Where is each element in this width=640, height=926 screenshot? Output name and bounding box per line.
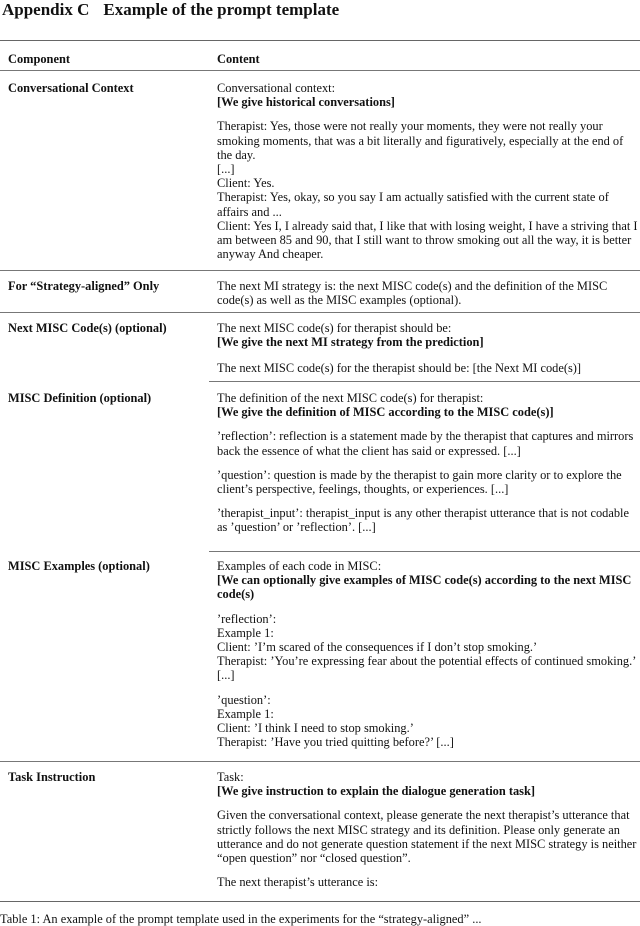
content-line: ’reflection’: (217, 611, 277, 626)
table-caption: Table 1: An example of the prompt template used in the experiments for the “strategy-aligned” ... (0, 912, 482, 926)
content-line: Example 1: (217, 625, 274, 640)
placeholder-instruction: [We give instruction to explain the dialogue generation task] (217, 784, 536, 799)
content-line: Task: (217, 770, 244, 784)
content-line: ’question’: (217, 692, 271, 707)
header-content: Content (217, 52, 260, 66)
row-content (217, 559, 638, 749)
content-line: The next therapist’s utterance is: (217, 875, 379, 890)
content-line: Client: Yes I, I already said that, I like that with losing weight, I have a striving that I am between 85 and 90, that I still want to throw smoking out all the way, it is better anyway And cheaper. (217, 218, 638, 262)
content-line: Therapist: Yes, okay, so you say I am actually satisfied with the current state of affairs and ... (217, 190, 609, 219)
appendix-title: Example of the prompt template (103, 0, 340, 19)
table-top-rule (0, 40, 640, 41)
row-separator (209, 551, 640, 552)
row-content (217, 391, 638, 535)
row-separator (0, 312, 640, 313)
row-separator (209, 381, 640, 382)
header-rule (0, 70, 640, 71)
placeholder-instruction: [We can optionally give examples of MISC code(s) according to the next MISC code(s) (217, 573, 632, 602)
row-component: MISC Examples (optional) (8, 559, 150, 573)
content-line: The definition of the next MISC code(s) for therapist: (217, 391, 484, 405)
header-component: Component (8, 52, 70, 66)
row-content (217, 279, 638, 307)
content-line: The next MISC code(s) for therapist should be: (217, 321, 452, 335)
row-content (217, 321, 638, 376)
table-bottom-rule (0, 901, 640, 902)
row-component: Conversational Context (8, 81, 134, 95)
placeholder-instruction: [We give the definition of MISC according to the MISC code(s)] (217, 405, 554, 420)
row-component: MISC Definition (optional) (8, 391, 152, 405)
content-line: Given the conversational context, please generate the next therapist’s utterance that strictly follows the next MISC strategy and its definition. Please only generate an utterance and do not generate question statement if the next MISC strategy is neither “open question” nor “closed question”. (217, 808, 637, 866)
content-line: Therapist: ’Have you tried quitting before?’ [...] (217, 735, 454, 750)
content-line: Example 1: (217, 706, 274, 721)
content-line: The next MISC code(s) for the therapist should be: [the Next MI code(s)] (217, 361, 582, 376)
content-line: Client: ’I think I need to stop smoking.’ (217, 721, 414, 736)
row-component: For “Strategy-aligned” Only (8, 279, 160, 293)
placeholder-instruction: [We give historical conversations] (217, 95, 395, 110)
row-content (217, 81, 638, 261)
appendix-label: Appendix C (2, 0, 90, 19)
content-line: Conversational context: (217, 81, 336, 95)
content-line: Client: Yes. (217, 176, 275, 191)
row-separator (0, 270, 640, 271)
content-line: Therapist: ’You’re expressing fear about the potential effects of continued smoking.’ [...] (217, 654, 636, 683)
content-line: The next MI strategy is: the next MISC code(s) and the definition of the MISC code(s) as well as the MISC examples (optional). (217, 279, 608, 308)
content-line: ’therapist_input’: therapist_input is any other therapist utterance that is not codable as ’question’ or ’reflection’. [...] (217, 506, 629, 535)
placeholder-instruction: [We give the next MI strategy from the prediction] (217, 335, 484, 350)
row-component: Next MISC Code(s) (optional) (8, 321, 167, 335)
row-component: Task Instruction (8, 770, 96, 784)
content-line: Examples of each code in MISC: (217, 559, 382, 573)
content-line: Therapist: Yes, those were not really your moments, they were not really your smoking moments, that was a bit literally and figuratively, especially at the end of the day. (217, 119, 624, 162)
content-line: ’reflection’: reflection is a statement made by the therapist that captures and mirrors back the essence of what the client has said or expressed. [...] (217, 429, 634, 458)
row-content (217, 770, 638, 889)
appendix-heading (2, 0, 339, 20)
content-line: [...] (217, 162, 235, 177)
row-separator (0, 761, 640, 762)
content-line: ’question’: question is made by the therapist to gain more clarity or to explore the client’s perspective, feelings, thoughts, or experiences. [...] (217, 467, 622, 497)
content-line: Client: ’I’m scared of the consequences if I don’t stop smoking.’ (217, 640, 538, 655)
